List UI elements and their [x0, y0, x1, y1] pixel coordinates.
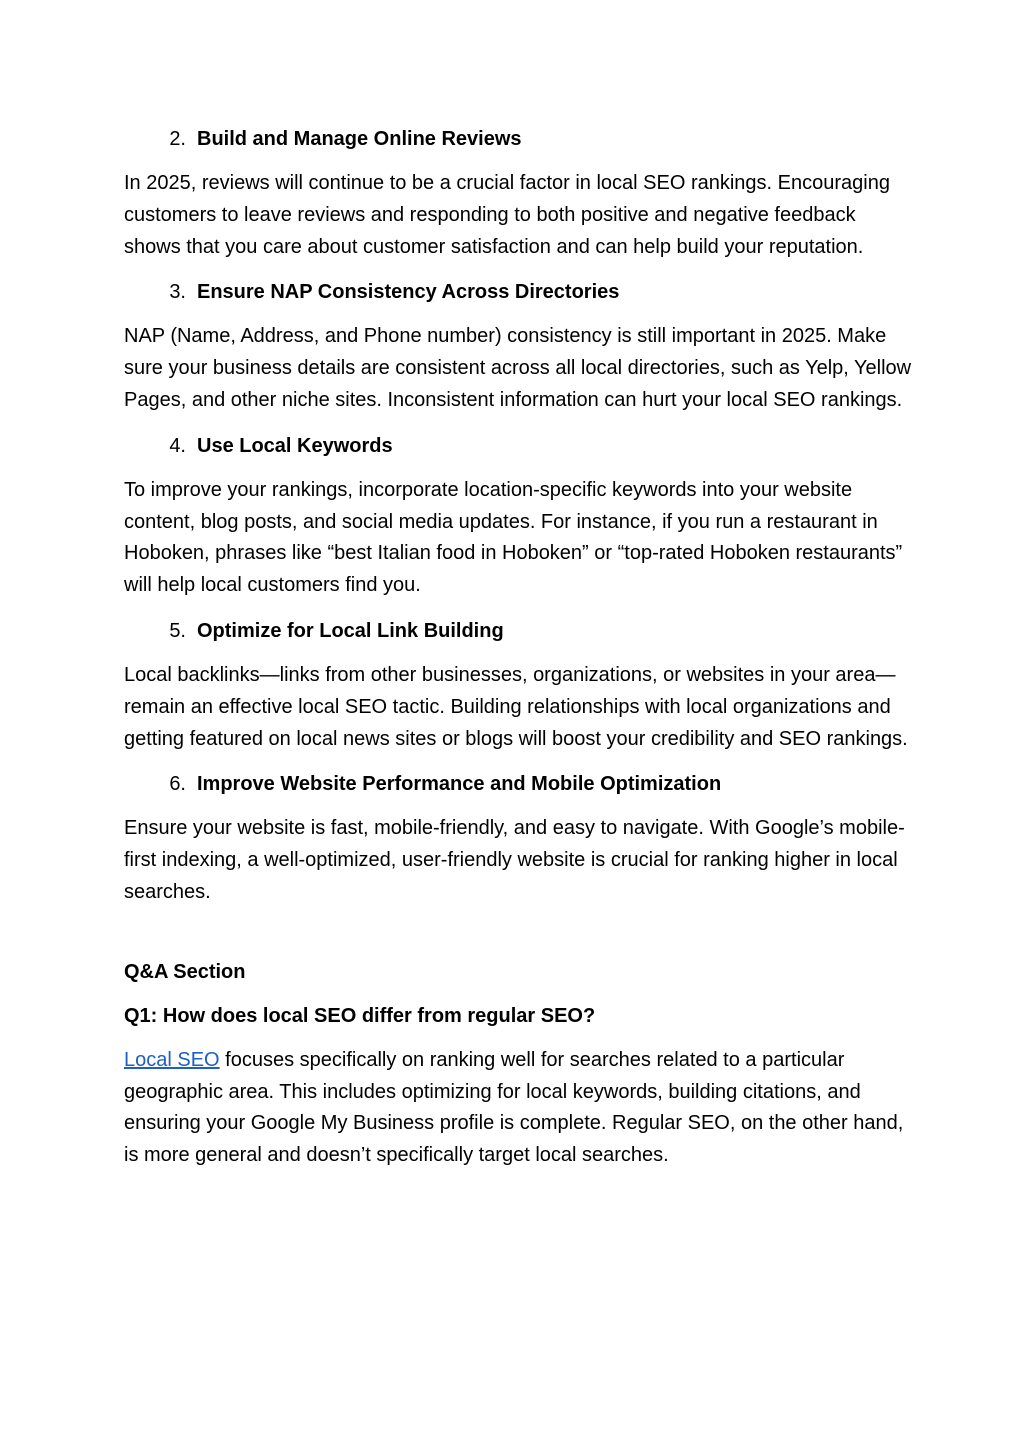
list-number: 4. — [169, 434, 186, 457]
list-item-heading — [124, 769, 914, 799]
section-heading: Use Local Keywords — [197, 434, 393, 457]
section-heading: Improve Website Performance and Mobile Optimization — [197, 773, 722, 796]
list-item-heading — [124, 431, 914, 461]
section-body: In 2025, reviews will continue to be a crucial factor in local SEO rankings. Encouraging customers to leave reviews and responding to both positive and negative feedback shows that you care about customer satisfaction and can help build your reputation. — [124, 172, 890, 258]
list-number: 2. — [169, 128, 186, 150]
list-number: 3. — [169, 281, 186, 304]
answer-text: focuses specifically on ranking well for searches related to a particular geographic area. This includes optimizing for local keywords, building citations, and ensuring your Google My Business profile is complete. Regular SEO, on the other hand, is more general and doesn’t specifically target local searches. — [124, 1048, 904, 1167]
question-heading: Q1: How does local SEO differ from regular SEO? — [124, 1004, 596, 1027]
list-item-heading — [124, 277, 914, 307]
qa-section-title: Q&A Section — [124, 960, 246, 983]
answer-body — [124, 1045, 914, 1172]
list-item-heading — [124, 616, 914, 646]
section-heading: Optimize for Local Link Building — [197, 619, 504, 642]
section-body: Ensure your website is fast, mobile-friendly, and easy to navigate. With Google’s mobile-first indexing, a well-optimized, user-friendly website is crucial for ranking higher in local searches. — [124, 817, 905, 903]
list-number: 5. — [169, 619, 186, 642]
section-body: NAP (Name, Address, and Phone number) consistency is still important in 2025. Make sure your business details are consistent across all local directories, such as Yelp, Yellow Pages, and other niche sites. Inconsistent information can hurt your local SEO rankings. — [124, 325, 912, 411]
section-body: Local backlinks—links from other businesses, organizations, or websites in your area—remain an effective local SEO tactic. Building relationships with local organizations and getting featured on local news sites or blogs will boost your credibility and SEO rankings. — [124, 663, 908, 750]
section-heading: Ensure NAP Consistency Across Directories — [197, 281, 620, 304]
section-body: To improve your rankings, incorporate location-specific keywords into your website content, blog posts, and social media updates. For instance, if you run a restaurant in Hoboken, phrases like “best Italian food in Hoboken” or “top-rated Hoboken restaurants” will help local customers find you. — [124, 478, 903, 597]
list-item-heading — [124, 124, 914, 154]
section-heading: Build and Manage Online Reviews — [197, 128, 522, 150]
document-content — [124, 124, 914, 1186]
list-number: 6. — [169, 773, 186, 796]
local-seo-link[interactable]: Local SEO — [124, 1048, 220, 1071]
